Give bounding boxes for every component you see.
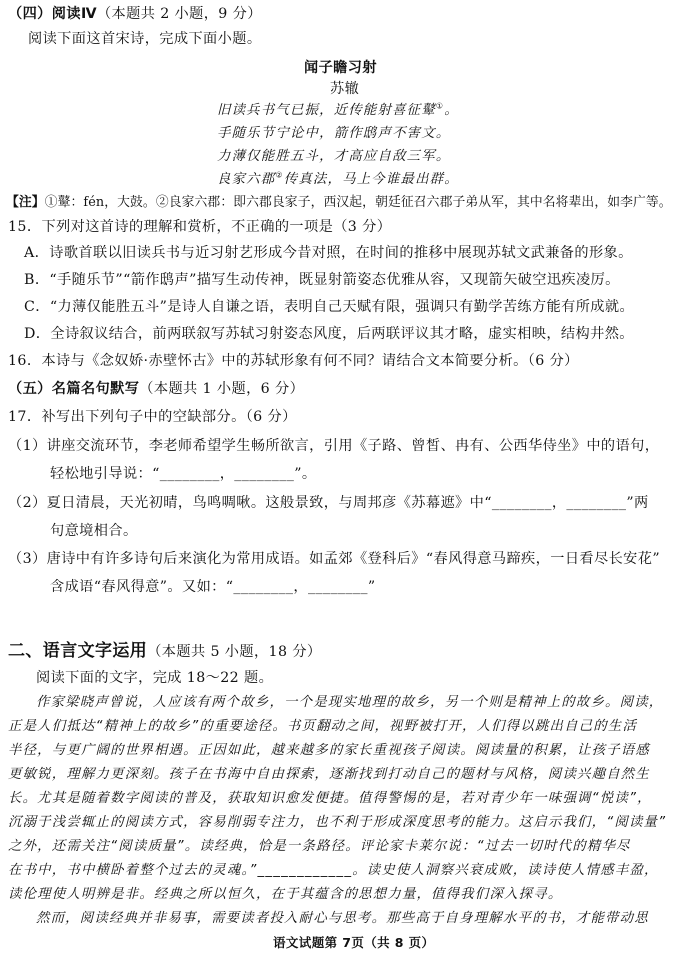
passage-line-7: 之外，还需关注“阅读质量”。读经典，恰是一条路径。评论家卡莱尔说：“过去一切时代的精华尽: [8, 839, 631, 854]
page-footer: 语文试题第 7页（共 8 页）: [273, 935, 435, 950]
note-marker: ①: [435, 101, 445, 111]
section5-heading: [8, 379, 304, 399]
passage-line-6: 沉溺于浅尝辄止的阅读方式，容易削弱专注力，也不利于形成深度思考的能力。这启示我们，“阅读量”: [8, 815, 667, 830]
note-label: 【注】: [6, 195, 45, 210]
passage-line-2: 正是人们抵达“精神上的故乡”的重要途径。书页翻动之间，视野被打开，人们得以跳出自己的生活: [8, 719, 638, 734]
poem-line-text: 旧读兵书气已振，近传能射喜征鼙: [217, 103, 436, 118]
passage-line-8: 在书中，书中横卧着整个过去的灵魂。”____________。读史使人洞察兴衰成败，读诗使人情感丰盈，: [8, 863, 659, 878]
passage-line-3: 半径，与更广阔的世界相遇。正因如此，越来越多的家长重视孩子阅读。阅读量的积累，让孩子语感: [8, 743, 650, 758]
poem-line-text: 良家六郡: [217, 172, 276, 187]
q15-option-b: B．“手随乐节”“箭作鸱声”描写生动传神，既显射箭姿态优雅从容，又现箭矢破空迅疾凌厉。: [24, 272, 620, 288]
section4-info: （本题共 2 小题，9 分）: [96, 6, 262, 22]
poem-line-4: [217, 170, 459, 190]
section4-title: （四）阅读Ⅳ: [8, 6, 97, 22]
note-text: ①鼙：fén，大鼓。②良家六郡：即六郡良家子，西汉起，朝廷征召六郡子弟从军，其中名将辈出，如李广等。: [44, 195, 672, 210]
passage-line-4: 更敏锐，理解力更深刻。孩子在书海中自由探索，逐渐找到打动自己的题材与风格，阅读兴趣自然生: [8, 767, 650, 782]
poem-title: 闻子瞻习射: [304, 60, 377, 76]
q15-option-c: C．“力薄仅能胜五斗”是诗人自谦之语，表明自己天赋有限，强调只有勤学苦练方能有所成就。: [24, 299, 635, 315]
q17-stem: 17．补写出下列句子中的空缺部分。（6 分）: [8, 409, 297, 425]
part2-title: 二、语言文字运用: [8, 641, 148, 661]
section5-title: （五）名篇名句默写: [8, 381, 140, 397]
section4-intro: 阅读下面这首宋诗，完成下面小题。: [28, 31, 262, 47]
q15-option-a: A．诗歌首联以旧读兵书与近习射艺形成今昔对照，在时间的推移中展现苏轼文武兼备的形象。: [24, 245, 633, 261]
section4-heading: [8, 4, 262, 24]
poem-line-tail: 传真法，马上今谁最出群。: [283, 172, 459, 187]
passage-line-5: 长。尤其是随着数字阅读的普及，获取知识愈发便捷。值得警惕的是，若对青少年一味强调“悦读”，: [8, 791, 652, 806]
passage-line-9: 读伦理使人明辨是非。经典之所以恒久，在于其蕴含的思想力量，值得我们深入探寻。: [8, 887, 563, 902]
q17-item3-line1: （3）唐诗中有许多诗句后来演化为常用成语。如孟郊《登科后》“春风得意马蹄疾，一日看尽长安花”: [8, 551, 660, 567]
poem-line-1: [217, 101, 459, 121]
poem-author: 苏辙: [330, 81, 360, 97]
q15-stem: 15．下列对这首诗的理解和赏析，不正确的一项是（3 分）: [8, 219, 392, 235]
q17-item1-line2: 轻松地引导说：“________，________”。: [50, 466, 317, 482]
part2-intro: 阅读下面的文字，完成 18～22 题。: [36, 670, 274, 686]
q17-item3-line2: 含成语“春风得意”。又如：“________，________”: [50, 579, 376, 595]
q15-option-d: D．全诗叙议结合，前两联叙写苏轼习射姿态风度，后两联评议其才略，虚实相映，结构井然。: [24, 326, 634, 342]
part2-heading: [8, 641, 322, 662]
poem-note: [6, 193, 672, 213]
note-marker: ②: [275, 170, 284, 180]
poem-line-2: 手随乐节宁论中，箭作鸱声不害文。: [217, 126, 451, 141]
q17-item2-line2: 句意境相合。: [50, 523, 138, 539]
q17-item1-line1: （1）讲座交流环节，李老师希望学生畅所欲言，引用《子路、曾皙、冉有、公西华侍坐》中的语句，: [8, 438, 660, 454]
q16-stem: 16．本诗与《念奴娇·赤壁怀古》中的苏轼形象有何不同？请结合文本简要分析。（6 分）: [8, 353, 579, 369]
section5-info: （本题共 1 小题，6 分）: [139, 381, 305, 397]
poem-line-tail: 。: [444, 103, 459, 118]
q17-item2-line1: （2）夏日清晨，天光初晴，鸟鸣啁啾。这般景致，与周邦彦《苏幕遮》中“________，________”两: [8, 495, 649, 511]
passage-line-10: 然而，阅读经典并非易事，需要读者投入耐心与思考。那些高于自身理解水平的书，才能带动思: [36, 911, 649, 926]
passage-line-1: 作家梁晓声曾说，人应该有两个故乡，一个是现实地理的故乡，另一个则是精神上的故乡。阅读，: [36, 695, 664, 710]
part2-info: （本题共 5 小题，18 分）: [147, 644, 322, 660]
poem-line-3: 力薄仅能胜五斗，才高应自敌三军。: [217, 149, 451, 164]
